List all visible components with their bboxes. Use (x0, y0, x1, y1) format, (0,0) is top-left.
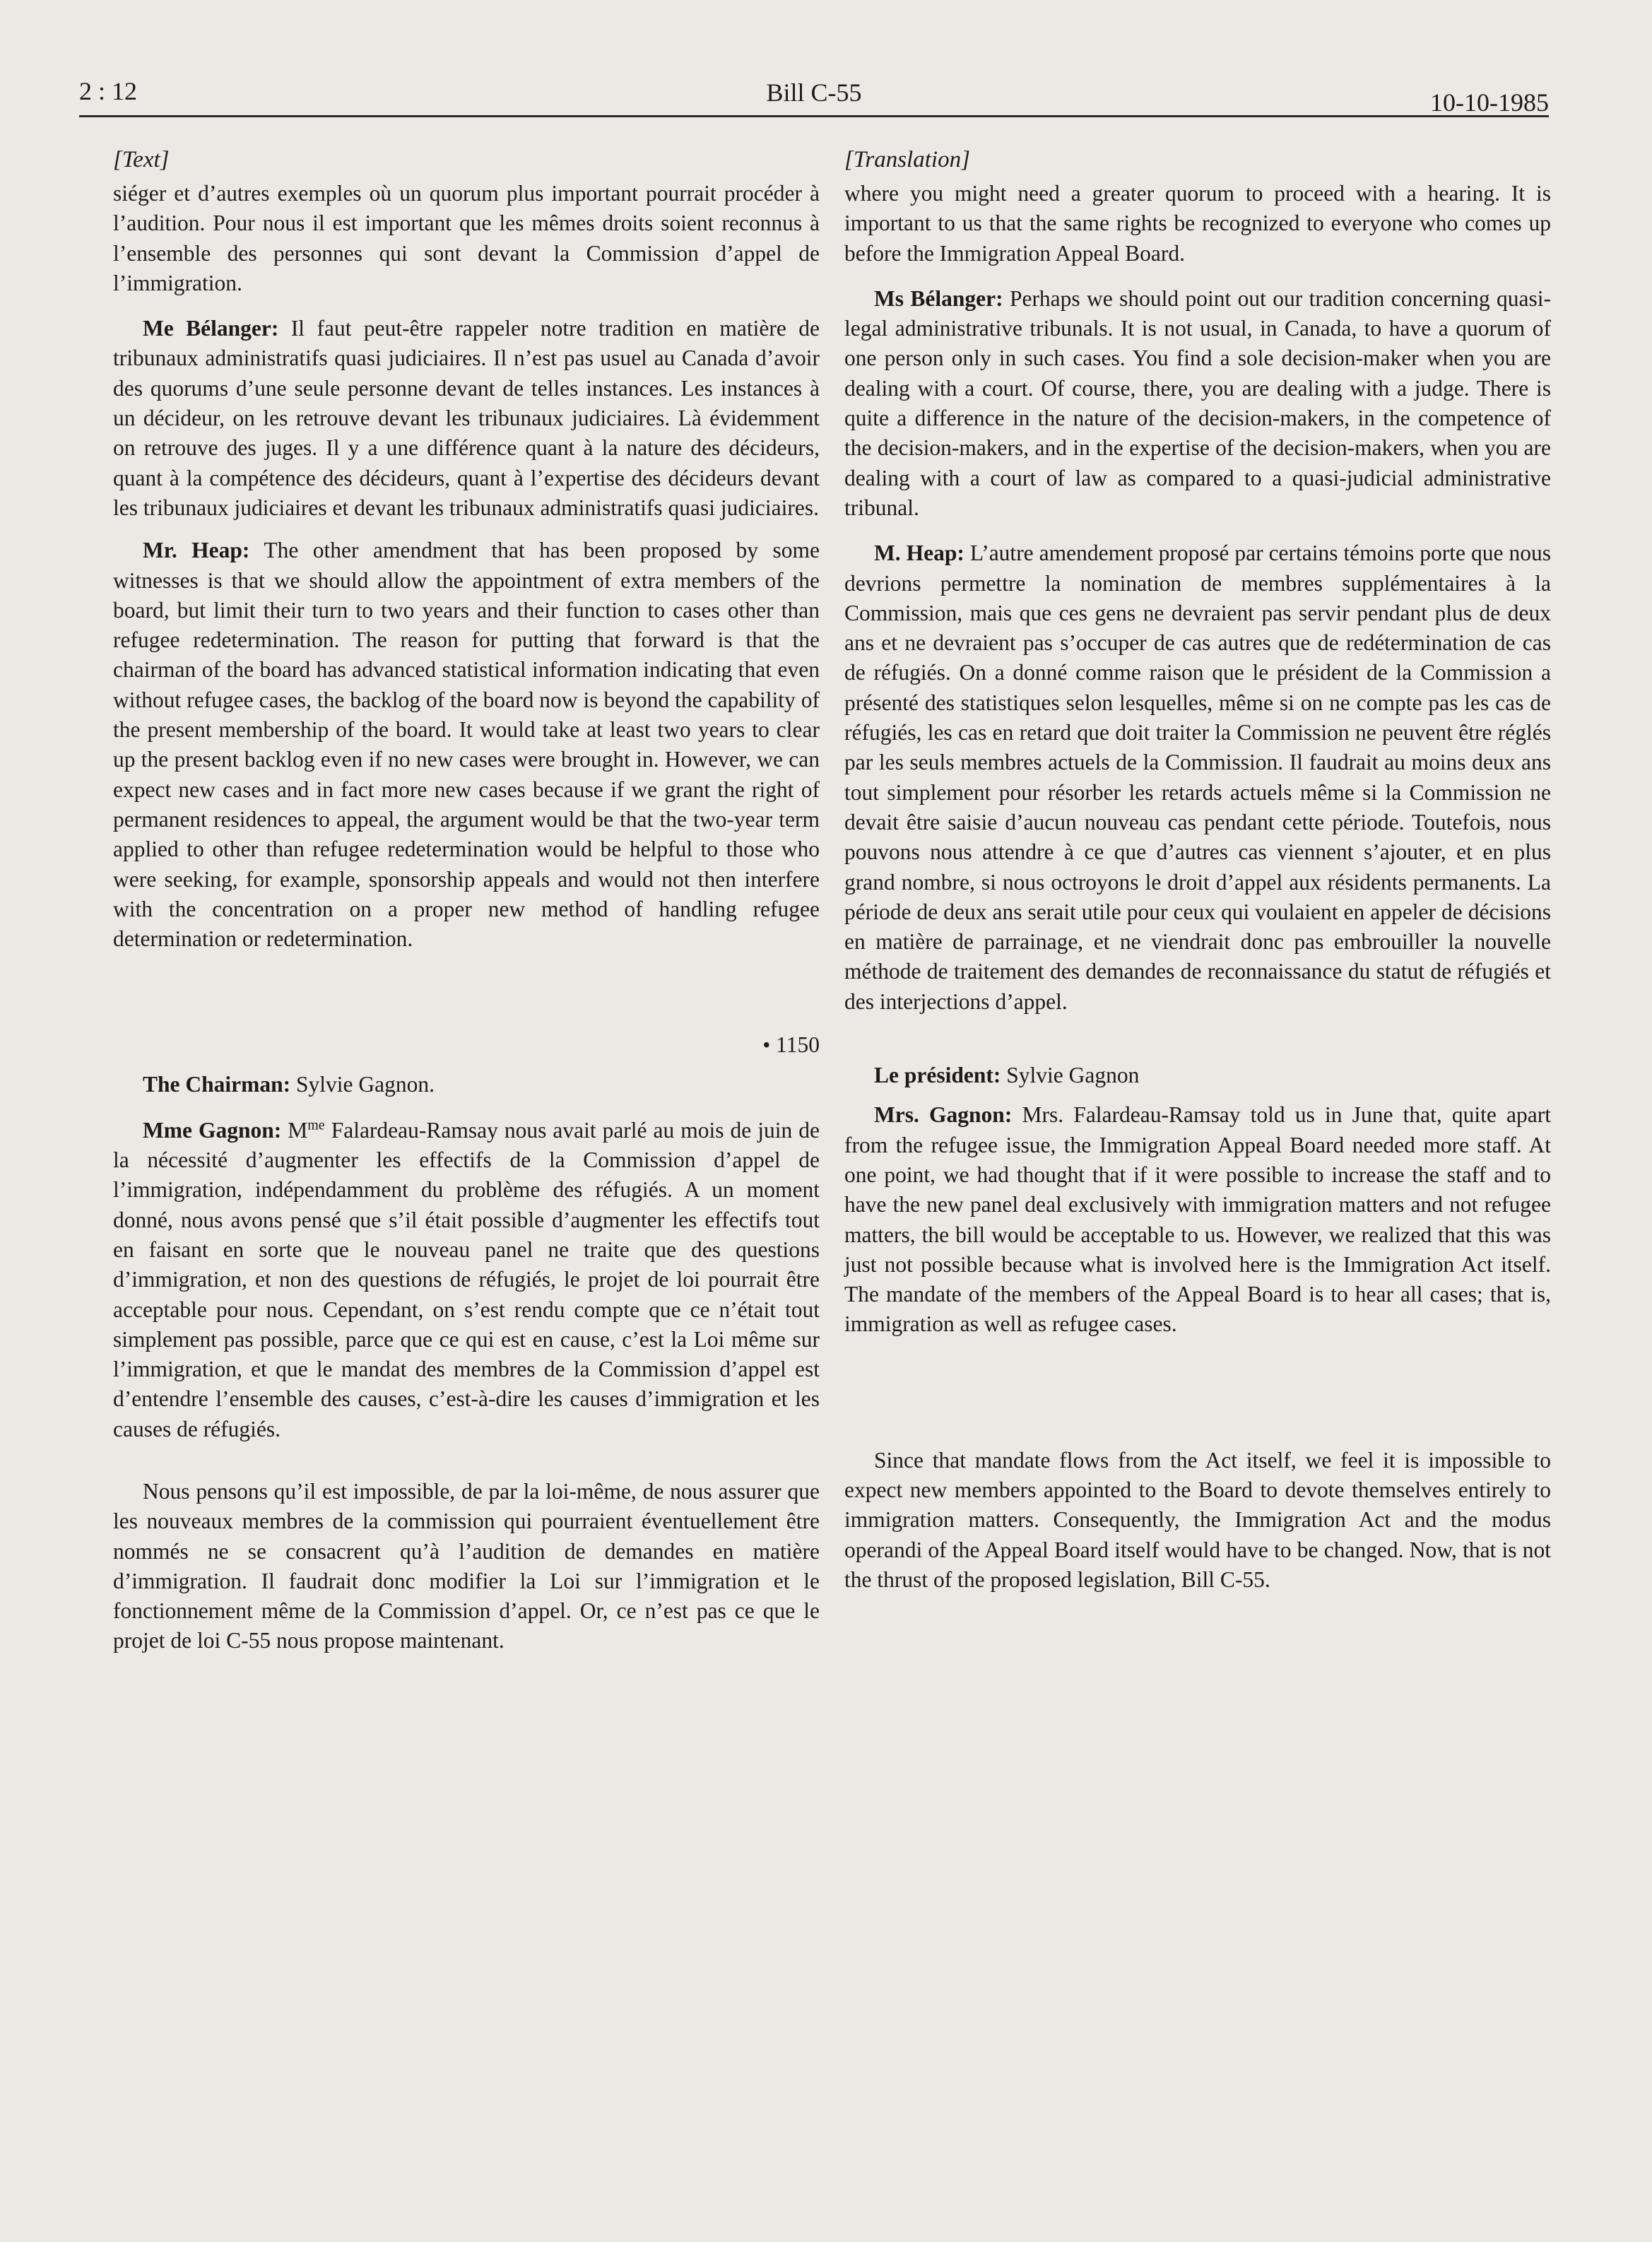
paragraph-heap (844, 538, 1551, 1017)
time-marker: • 1150 (762, 1032, 820, 1058)
speaker-name: Me Bélanger: (143, 316, 279, 341)
speaker-name: Mrs. Gagnon: (874, 1102, 1013, 1128)
speaker-name: Mme Gagnon: (143, 1117, 282, 1143)
right-column (844, 145, 1551, 1595)
speech-text: The other amendment that has been proposed by some witnesses is that we should allow the appointment of extra members of the board, but limit their turn to two years and their function to cases other than refugee redetermination. The reason for putting that forward is that the chairman of the board has advanced statistical information indicating that even without refugee cases, the backlog of the board now is beyond the capability of the present membership of the board. It would take at least two years to clear up the present backlog even if no new cases were brought in. However, we can expect new cases and in fact more new cases because if we grant the right of permanent residences to appeal, the argument would be that the two-year term applied to other than refugee redetermination would be helpful to those who were seeking, for example, sponsorship appeals and would not then interfere with the concentration on a proper new method of handling refugee determination or redetermination. (113, 538, 820, 952)
speech-text: Il faut peut-être rappeler notre tradition en matière de tribunaux administratifs quasi judiciaires. Il n’est pas usuel au Canada d’avoir des quorums d’une seule personne devant de telles instances. Les instances à un décideur, on les retrouve devant les tribunaux judiciaires. Là évidemment on retrouve des juges. Il y a une différence quant à la nature des décideurs, quant à la compétence des décideurs, quant à l’expertise des décideurs devant les tribunaux judiciaires et devant les tribunaux administratifs quasi judiciaires. (113, 316, 820, 520)
speech-prefix: M (281, 1117, 308, 1143)
speech-text: L’autre amendement proposé par certains témoins porte que nous devrions permettre la nomination de membres supplémentaires à la Commission, mais que ces gens ne devraient pas servir pendant plus de deux ans et ne devraient pas s’occuper de cas autres que de redétermination de cas de réfugiés. On a donné comme raison que le président de la Commission a présenté des statistiques selon lesquelles, même si on ne compte pas les cas de réfugiés, les cas en retard que doit traiter la Commission ne peuvent être réglés par les seuls membres actuels de la Commission. Il faudrait au moins deux ans tout simplement pour résorber les retards actuels même si la Commission ne devait être saisie d’aucun nouveau cas pendant cette période. Toutefois, nous pouvons nous attendre à ce que d’autres cas viennent s’ajouter, et en plus grand nombre, si nous octroyons le droit d’appel aux résidents permanents. La période de deux ans serait utile pour ceux qui voulaient en appeler de décisions en matière de parrainage, et ne viendrait donc pas embrouiller la nouvelle méthode de traitement des demandes de reconnaissance du statut de réfugiés et des interjections d’appel. (844, 541, 1551, 1014)
paragraph-heap (113, 536, 820, 954)
left-column (113, 145, 820, 1656)
header-rule (79, 115, 1549, 117)
speaker-name: M. Heap: (874, 541, 964, 566)
speech-text: Falardeau-Ramsay nous avait parlé au mois de juin de la nécessité d’augmenter les effectifs de la Commission d’appel de l’immigration, indépendamment du problème des réfugiés. A un moment donné, nous avons pensé que s’il était possible d’augmenter les effectifs tout en faisant en sorte que le nouveau panel ne traite que des questions d’immigration, et non des questions de réfugiés, le projet de loi pourrait être acceptable pour nous. Cependant, on s’est rendu compte que ce n’était tout simplement pas possible, parce que ce qui est en cause, c’est la Loi même sur l’immigration, et que le mandat des membres de la Commission d’appel est d’entendre l’ensemble des causes, c’est-à-dire les causes d’immigration et les causes de réfugiés. (113, 1117, 820, 1441)
paragraph-belanger (113, 314, 820, 523)
paragraph-final: Nous pensons qu’il est impossible, de par la loi-même, de nous assurer que les nouveaux membres de la commission qui pourraient éventuellement être nommés ne se consacrent qu’à l’audition de demandes en matière d’immigration. Il faudrait donc modifier la Loi sur l’immigration et le fonctionnement même de la Commission d’appel. Or, ce n’est pas ce que le projet de loi C-55 nous propose maintenant. (113, 1478, 820, 1653)
text-tag: [Text] (113, 147, 170, 172)
speaker-name: Le président: (874, 1063, 1001, 1088)
paragraph-gagnon (113, 1116, 820, 1444)
speaker-name: Mr. Heap: (143, 538, 250, 563)
paragraph-continued: where you might need a greater quorum to proceed with a hearing. It is important to us that the same rights be recognized to everyone who comes up before the Immigration Appeal Board. (844, 181, 1551, 266)
bill-title: Bill C-55 (766, 78, 862, 107)
speaker-name: Ms Bélanger: (874, 285, 1003, 311)
paragraph-belanger (844, 284, 1551, 523)
speech-text: Sylvie Gagnon (1001, 1063, 1140, 1088)
translation-tag: [Translation] (844, 147, 970, 172)
paragraph-continued: siéger et d’autres exemples où un quorum plus important pourrait procéder à l’audition. Pour nous il est important que les mêmes droits soient reconnus à l’ensemble des personnes qui sont devant la Commission d’appel de l’immigration. (113, 181, 820, 295)
paragraph-final: Since that mandate flows from the Act itself, we feel it is impossible to expect new members appointed to the Board to devote themselves entirely to immigration matters. Consequently, the Immigration Act and the modus operandi of the Appeal Board itself would have to be changed. Now, that is not the thrust of the proposed legislation, Bill C-55. (844, 1447, 1551, 1592)
speaker-name: The Chairman: (143, 1072, 291, 1097)
page-header (79, 71, 1549, 120)
speech-text: Mrs. Falardeau-Ramsay told us in June that, quite apart from the refugee issue, the Immigration Appeal Board needed more staff. At one point, we had thought that if it were possible to increase the staff and to have the new panel deal exclusively with immigration matters and not refugee matters, the bill would be acceptable to us. However, we realized that this was just not possible because what is involved here is the Immigration Act itself. The mandate of the members of the Appeal Board is to hear all cases; that is, immigration as well as refugee cases. (844, 1102, 1552, 1337)
speech-text: Perhaps we should point out our tradition concerning quasi-legal administrative tribunals. It is not usual, in Canada, to have a quorum of one person only in such cases. You find a sole decision-maker when you are dealing with a court. Of course, there, you are dealing with a judge. There is quite a difference in the nature of the decision-makers, in the competence of the decision-makers, and in the expertise of the decision-makers, when you are dealing with a court of law as compared to a quasi-judicial administrative tribunal. (844, 285, 1551, 520)
speech-text: Sylvie Gagnon. (290, 1072, 435, 1097)
superscript: me (307, 1117, 325, 1133)
paragraph-president (844, 1061, 1551, 1090)
page-number: 2 : 12 (79, 77, 138, 105)
paragraph-gagnon (844, 1100, 1551, 1339)
sitting-date: 10-10-1985 (1430, 88, 1549, 117)
paragraph-chairman (113, 1070, 820, 1099)
